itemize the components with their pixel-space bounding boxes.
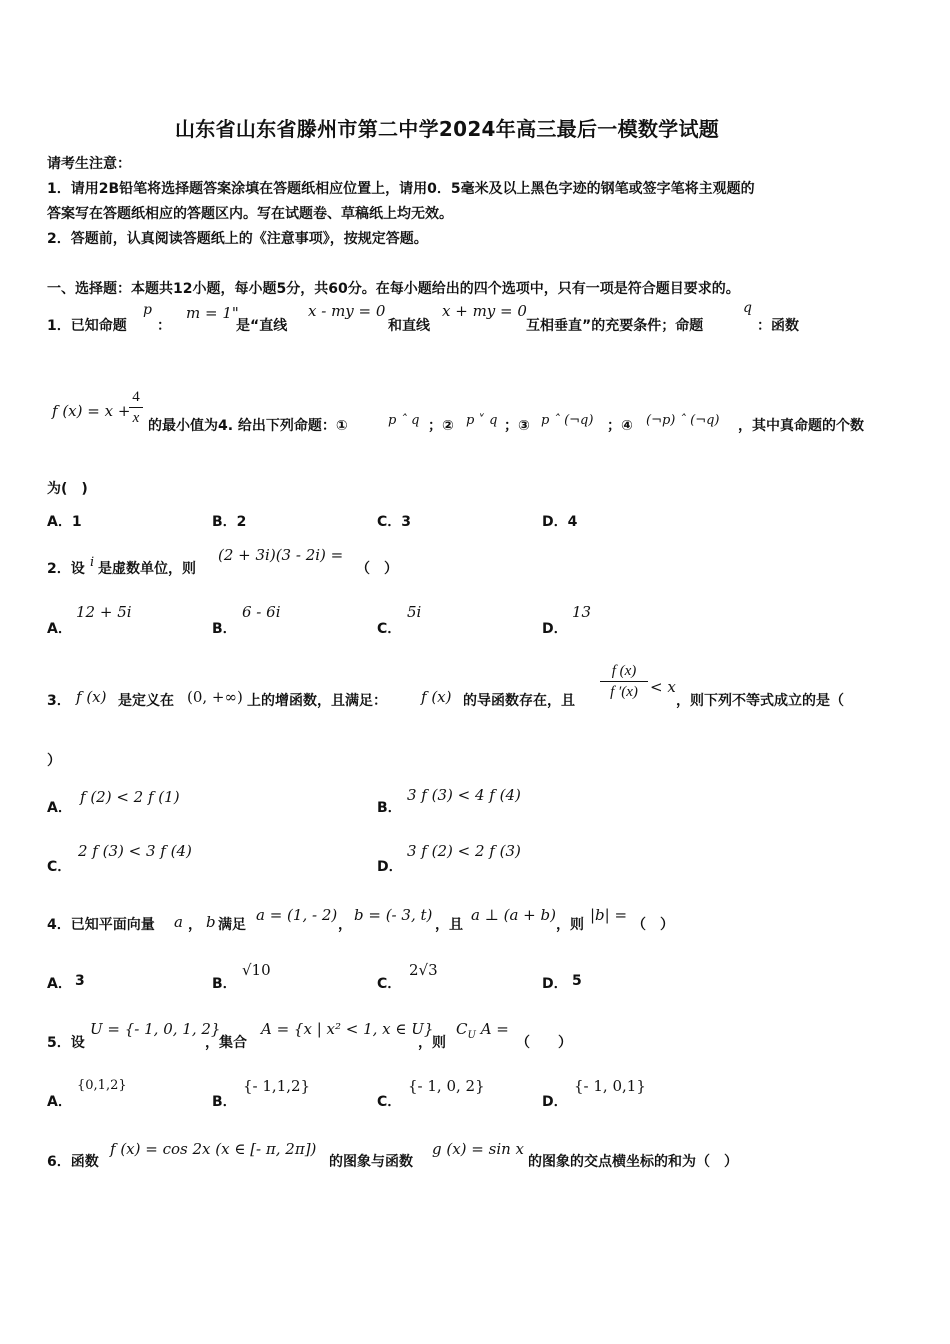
q3-option-d-value[interactable]: 3 f (2) < 2 f (3) [407, 842, 521, 860]
q5-comp-c: C [456, 1020, 468, 1038]
q1-line-2: x + my = 0 [442, 302, 527, 320]
q4-option-d-value[interactable]: 5 [572, 973, 582, 989]
q1-q: q [743, 300, 752, 316]
q1-tail-2: 为( ) [47, 481, 88, 497]
option-label: A． [47, 514, 72, 530]
q1-option-b[interactable] [212, 511, 246, 531]
q5-option-d-label[interactable]: D． [542, 1094, 568, 1110]
q2-option-a-label[interactable]: A． [47, 621, 72, 637]
q3-option-b-label[interactable]: B． [377, 800, 402, 816]
q4-mid-3: ，则 [556, 917, 584, 933]
q1-condition: m = 1" [186, 304, 239, 322]
q4-b-value: b = (- 3, t) [354, 906, 433, 924]
q4-abs-b: |b| = [590, 906, 628, 924]
q3-option-a-value[interactable]: f (2) < 2 f (1) [80, 788, 180, 806]
q1-frac-numerator: 4 [132, 389, 140, 405]
q5-tail: （ ） [516, 1035, 572, 1051]
q2-option-b-label[interactable]: B． [212, 621, 237, 637]
q5-comp-tail: A = [480, 1020, 509, 1038]
q4-a: a [174, 913, 183, 931]
q3-tail-2: ） [47, 753, 61, 769]
notice-line-2: 答案写在答题纸相应的答题区内。写在试题卷、草稿纸上均无效。 [47, 206, 453, 222]
q4-option-a-label[interactable]: A． [47, 976, 72, 992]
q1-is: 是“直线 [236, 318, 288, 334]
q3-prefix: 3． [47, 693, 71, 709]
q1-fraction [129, 388, 143, 427]
option-value: 3 [401, 514, 412, 530]
q4-option-a-value[interactable]: 3 [75, 973, 85, 989]
q3-domain: (0, +∞) [187, 688, 243, 706]
q5-prefix: 5．设 [47, 1035, 85, 1051]
q2-i: i [90, 555, 95, 570]
q1-func: ：函数 [757, 318, 799, 334]
q2-tail: （ ） [356, 561, 398, 577]
option-label: C． [377, 514, 402, 530]
q1-sep-2: ；② [428, 418, 454, 434]
option-value: 1 [71, 514, 82, 530]
q4-perp: a ⊥ (a + b) [471, 906, 556, 924]
q2-expression: (2 + 3i)(3 - 2i) = [218, 546, 344, 564]
q5-mid: ，集合 [205, 1035, 247, 1051]
q3-fx-2: f (x) [421, 688, 452, 706]
q1-option-c[interactable] [377, 511, 411, 531]
q3-option-b-value[interactable]: 3 f (3) < 4 f (4) [407, 786, 521, 804]
q3-option-d-label[interactable]: D． [377, 859, 403, 875]
q1-expr-4: (¬p) ˆ (¬q) [646, 413, 720, 428]
q1-line-1: x - my = 0 [308, 302, 386, 320]
q3-tail: ，则下列不等式成立的是（ [676, 693, 844, 709]
q1-colon: ： [157, 318, 171, 334]
q5-set-a: A = {x | x² < 1, x ∈ U} [261, 1020, 434, 1038]
q5-option-b-value[interactable]: {- 1,1,2} [243, 1077, 311, 1095]
q1-p: p [143, 302, 152, 318]
q5-option-d-value[interactable]: {- 1, 0,1} [574, 1077, 646, 1095]
q5-complement [456, 1020, 509, 1041]
q1-expr-1: p ˆ q [388, 413, 420, 428]
q3-mid-3: 的导函数存在，且 [463, 693, 575, 709]
q2-mid: 是虚数单位，则 [98, 561, 196, 577]
section-heading: 一、选择题：本题共12小题，每小题5分，共60分。在每小题给出的四个选项中，只有一项是符合题目要求的。 [47, 281, 740, 297]
notice-heading: 请考生注意： [47, 156, 131, 172]
q4-option-d-label[interactable]: D． [542, 976, 568, 992]
q5-option-a-label[interactable]: A． [47, 1094, 72, 1110]
option-label: B． [212, 514, 237, 530]
q5-option-c-value[interactable]: {- 1, 0, 2} [408, 1077, 485, 1095]
q4-option-b-value[interactable]: √10 [242, 961, 271, 979]
q2-option-c-value[interactable]: 5i [407, 603, 422, 621]
q2-option-a-value[interactable]: 12 + 5i [76, 603, 132, 621]
q3-option-c-label[interactable]: C． [47, 859, 72, 875]
page-title: 山东省山东省滕州市第二中学2024年高三最后一模数学试题 [175, 117, 720, 141]
q3-option-c-value[interactable]: 2 f (3) < 3 f (4) [78, 842, 192, 860]
q3-mid-2: 上的增函数，且满足： [247, 693, 387, 709]
q2-option-b-value[interactable]: 6 - 6i [242, 603, 281, 621]
q4-option-b-label[interactable]: B． [212, 976, 237, 992]
q5-mid-2: ，则 [418, 1035, 446, 1051]
q6-prefix: 6．函数 [47, 1154, 99, 1170]
q4-mid-2: ，且 [435, 917, 463, 933]
q1-mid: 的最小值为4. 给出下列命题：① [148, 418, 348, 434]
option-label: D． [542, 514, 568, 530]
q2-option-c-label[interactable]: C． [377, 621, 402, 637]
q3-frac-numerator: f (x) [611, 663, 637, 679]
q6-gx: g (x) = sin x [432, 1140, 525, 1158]
q5-set-u: U = {- 1, 0, 1, 2} [90, 1020, 221, 1038]
q1-expr-3: p ˆ (¬q) [541, 413, 594, 428]
q1-sep-3: ；③ [504, 418, 530, 434]
q3-less-than: < x [650, 678, 676, 696]
q4-option-c-value[interactable]: 2√3 [409, 961, 438, 979]
q4-a-value: a = (1, - 2) [256, 906, 338, 924]
q6-fx: f (x) = cos 2x (x ∈ [- π, 2π]) [110, 1140, 317, 1158]
q4-mid: 满足 [218, 917, 246, 933]
q3-fx: f (x) [76, 688, 107, 706]
q3-frac-denominator: f ′(x) [610, 684, 638, 700]
q1-prefix: 1．已知命题 [47, 318, 127, 334]
q3-fraction [600, 662, 648, 701]
q1-and: 和直线 [388, 318, 430, 334]
q5-option-b-label[interactable]: B． [212, 1094, 237, 1110]
q4-option-c-label[interactable]: C． [377, 976, 402, 992]
option-value: 4 [567, 514, 578, 530]
q4-comma-2: ， [338, 917, 352, 933]
q5-option-a-value[interactable]: {0,1,2} [77, 1078, 127, 1093]
notice-line-1: 1．请用2B铅笔将选择题答案涂填在答题纸相应位置上，请用0．5毫米及以上黑色字迹的钢笔或签字笔将主观题的 [47, 181, 755, 197]
option-value: 2 [236, 514, 247, 530]
q4-b: b [206, 913, 216, 931]
q3-mid-1: 是定义在 [118, 693, 174, 709]
q1-tail: ，其中真命题的个数 [738, 418, 864, 434]
q1-option-a[interactable] [47, 511, 82, 531]
q2-prefix: 2．设 [47, 561, 85, 577]
q1-perp-text: 互相垂直”的充要条件；命题 [526, 318, 704, 334]
q4-prefix: 4．已知平面向量 [47, 917, 155, 933]
q5-option-c-label[interactable]: C． [377, 1094, 402, 1110]
q2-option-d-value[interactable]: 13 [572, 603, 592, 621]
q6-mid: 的图象与函数 [329, 1154, 413, 1170]
q6-tail: 的图象的交点横坐标的和为（ ） [528, 1154, 738, 1170]
q1-sep-4: ；④ [607, 418, 633, 434]
q1-expr-2: p ˅ q [466, 413, 498, 428]
q2-option-d-label[interactable]: D． [542, 621, 568, 637]
q5-comp-sub: U [467, 1030, 476, 1041]
q1-frac-denominator: x [132, 410, 140, 426]
q1-fx: f (x) = x + [52, 402, 131, 420]
q1-option-d[interactable] [542, 511, 577, 531]
q4-comma: ， [188, 917, 202, 933]
q3-option-a-label[interactable]: A． [47, 800, 72, 816]
q4-tail: （ ） [632, 917, 674, 933]
notice-line-3: 2．答题前，认真阅读答题纸上的《注意事项》，按规定答题。 [47, 231, 428, 247]
